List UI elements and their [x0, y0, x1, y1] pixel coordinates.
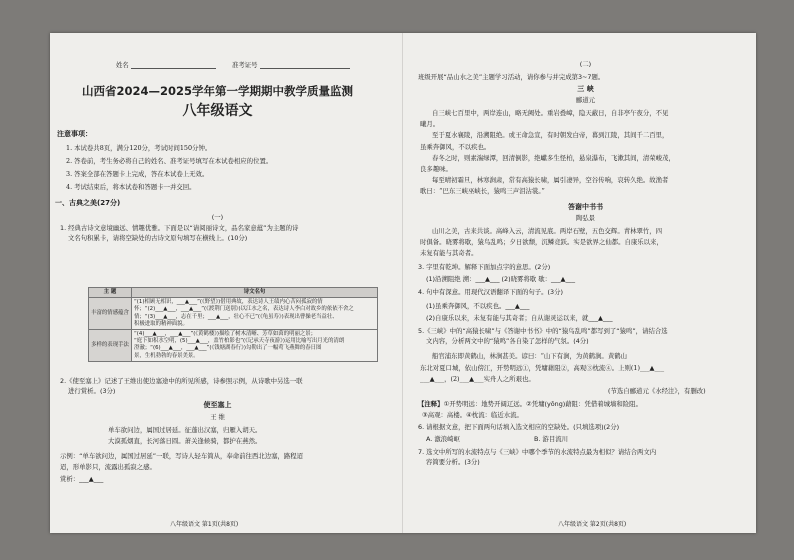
right-page: [418, 33, 753, 533]
question-3: 3. 字里有乾坤。解释下面加点字的意思。(2分): [418, 263, 551, 271]
poem-line: 单车欲问边，属国过居延。征蓬出汉塞，归雁入胡天。: [108, 426, 262, 434]
footer-right: 八年级语文 第2页(共8页): [558, 521, 627, 528]
poem-body: [108, 425, 261, 447]
exam-title: 山西省2024—2025学年第一学期期中教学质量监测: [81, 84, 353, 98]
table-header-theme: 主 题: [89, 288, 132, 298]
text1-body: 自三峡七百里中，两岸连山，略无阙处。重岩叠嶂，隐天蔽日，自非亭午夜分，不见 曦月。 至于夏水襄陵，沿溯阻绝。或王命急宣，有时朝发白帝，暮到江陵，其间千二百里， 虽乘奔御风，不以疾也。 春冬之时，则素湍绿潭，回清倒影，绝巘多生怪柏，悬泉瀑布，飞漱其间，清荣峻茂， 良多趣味。 每至晴初霜旦，林寒涧肃，常有高猿长啸，属引凄异，空谷传响，哀转久绝。故渔者 歌曰：“巴东三峡巫峡长，猿鸣三声泪沾裳。”: [420, 109, 675, 196]
table-row: [89, 330, 378, 362]
notice-list: [66, 142, 272, 194]
notes-label: 【注释】: [418, 400, 444, 408]
question-5: 5.《三峡》中的“高猿长啸”与《答谢中书书》中的“猿鸟乱鸣”都写到了“猿鸣”，请结合选 文内容，分析两文中的“猿鸣”各自染了怎样的气氛。(4分): [418, 327, 668, 345]
notice-heading: 注意事项：: [57, 130, 92, 138]
question-4: 4. 句中有深意。用现代汉语翻译下面的句子。(3分): [418, 288, 563, 296]
poem-line: 大漠孤烟直，长河落日圆。萧关逢候骑，都护在燕然。: [108, 437, 262, 445]
name-field: [116, 61, 216, 69]
annotations: 【注释】①开势明远：地势开阔辽远。②凭墉(yōng)藉阻：凭借着城墙和险阻。 ③高观：高楼。④枕流：临近水流。: [418, 400, 642, 419]
excerpt-source: (节选自郦道元《水经注》，有删改): [608, 387, 706, 395]
text2-body: 山川之美，古来共谈。高峰入云，清流见底。两岸石壁，五色交辉。青林翠竹，四 时俱备。晓雾将歇，猿鸟乱鸣；夕日欲颓，沉鳞竞跃。实是欲界之仙都。自康乐以来， 未复有能与其奇者。: [420, 227, 663, 258]
row-theme: 丰富的情感蕴含: [89, 298, 132, 330]
notice-item: 3. 答案全部在答题卡上完成，答在本试卷上无效。: [66, 170, 209, 178]
question-4-items: (1)虽乘奔御风，不以疾也。___▲___ (2)自康乐以来，未复有能与其奇者；自从谢灵运以来，就___▲___: [426, 302, 613, 322]
text1-author: 郦道元: [575, 96, 596, 104]
text1-title: 三 峡: [577, 85, 594, 93]
part-two-label: (二): [579, 60, 592, 68]
question-1: 1. 经典古诗文意境幽远、情趣优雅。下面是以“请阅丽诗文，品名家意蕴”为主题的诗 文名句积累卡，请将空缺处的古诗文原句填写在横线上。(10分): [60, 224, 299, 242]
notice-item: 2. 答卷前，考生务必将自己的姓名、准考证号填写在本试卷相应的位置。: [66, 157, 273, 165]
excerpt-text: 船官浦东即黄鹤山，林涧甚美。谚曰：“山下有涧，为黄鹤涧。黄鹤山 东北对夏口城，依山傍江，开势明远①，凭墉藉阻②，高观③枕流④。上则(1)___▲___ ___▲___，(2)___▲___实舟人之所艰也。: [420, 352, 665, 383]
fold-line: [402, 33, 403, 533]
question-6: 6. 请根据文意，把下面两句话填入选文相应的空缺处。(只填选项)(2分): [418, 423, 620, 431]
text2-title: 答谢中书书: [568, 203, 603, 211]
poem-title: 使至塞上: [203, 401, 232, 409]
row-quotes: “(4)___▲___，___▲___”(《黄鹤楼》)描绘了树木清晰、芳草如茵的明丽之景； “庭下如积水空明，(5)___▲___，盖竹柏影也”(《记承天寺夜游》)运用比喻写出月光的清朗 澄澈；“(6)___▲___，___▲___”(《钱塘湖春行》)勾勒出了一幅莺飞燕舞的春日图 景，生机勃勃的春景美景。: [132, 330, 378, 362]
poem-author: 王 维: [210, 413, 225, 421]
activity-intro: 班级开展“品山水之美”主题学习活动，请你参与并完成第3~7题。: [418, 73, 605, 81]
poetry-table: [88, 287, 378, 362]
question-3-items: (1)沿溯阻绝 溯：___▲___ (2)晓雾将歇 歇：___▲___: [426, 275, 576, 283]
table-row: [89, 298, 378, 330]
notice-item: 1. 本试卷共8页，满分120分，考试时间150分钟。: [66, 144, 212, 152]
appreciation-answer: 赏析：___▲___: [60, 475, 104, 483]
footer-left: 八年级语文 第1页(共8页): [170, 521, 239, 528]
row-quotes: “(1)相顾无相识，___▲___”(《野望》)借用典故，表达诗人王绩内心苦闷孤寂的情 怀；“(2)___▲___，___▲___”(《渡荆门送别》)以江水之名，表达诗人李白对故乡的依依不舍之 情；“(3)___▲___，志在千里；___▲___，壮心不已”(《龟虽寿》)表现出曹操老当益壮、 积极进取的精神面貌。: [132, 298, 378, 330]
ticket-label: 准考证号: [232, 61, 258, 69]
exam-sheet: [50, 33, 756, 533]
exam-subject: 八年级语文: [182, 103, 253, 119]
ticket-field: [232, 61, 350, 69]
notice-item: 4. 考试结束后，将本试卷和答题卡一并交回。: [66, 183, 196, 191]
name-label: 姓名: [116, 61, 129, 69]
example-text: 示例：“单车欲问边，属国过居延”一联，写诗人轻车简从，奉命前往西北边塞，路程迢 迢，形单影只，流露出孤寂之感。: [60, 452, 304, 471]
option-a: A. 激浪崎岖: [426, 435, 460, 443]
text2-author: 陶弘景: [575, 214, 596, 222]
option-b: B. 游目流川: [533, 435, 568, 443]
table-header-quotes: 诗文名句: [132, 288, 378, 298]
part-one-label: (一): [211, 213, 224, 221]
table-header: [89, 288, 378, 298]
row-theme: 多样的表现手法: [89, 330, 132, 362]
left-page: [50, 33, 385, 533]
section1-heading: 一、古典之美(27分): [55, 199, 121, 207]
question-6-options: [426, 435, 568, 443]
question-7: 7. 选文中所写的水流特点与《三峡》中哪个季节的水流特点最为相似？请结合两文内 容简要分析。(3分): [418, 448, 657, 466]
question-2: 2.《使至塞上》记述了王维出使边塞途中的所见所感，诗参照示例，从诗歌中另选一联 进行赏析。(3分): [60, 377, 303, 395]
